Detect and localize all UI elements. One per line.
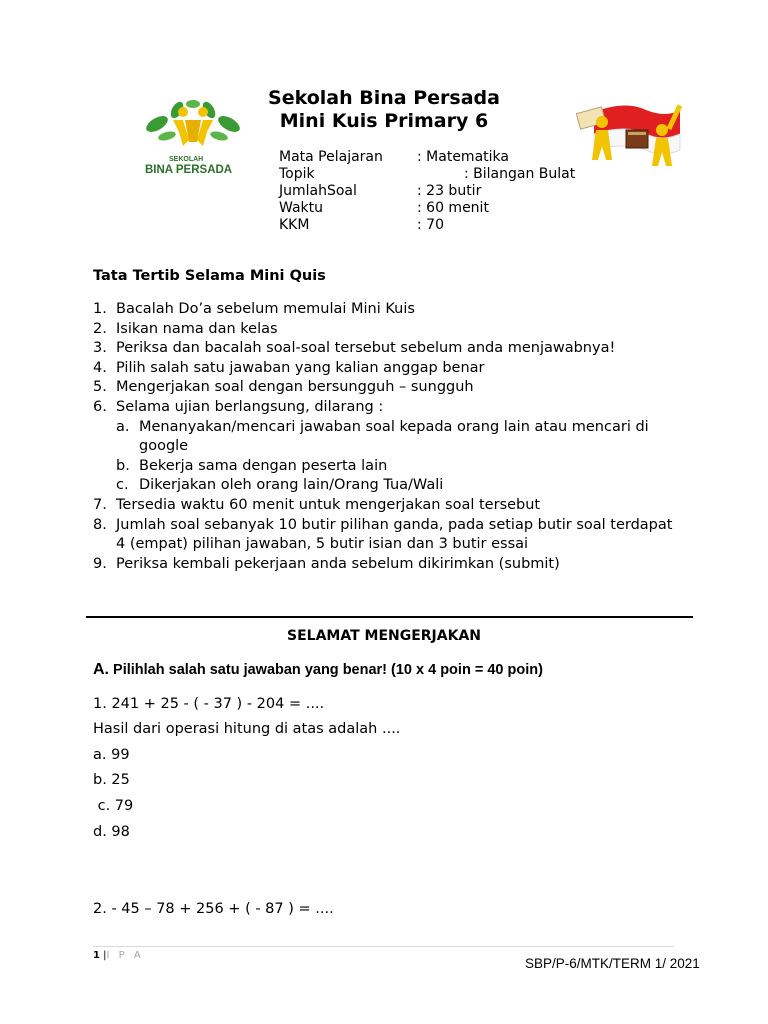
info-label: Topik xyxy=(279,166,315,182)
info-row-time xyxy=(279,200,489,217)
sub-list-item xyxy=(116,418,683,457)
school-name: Sekolah Bina Persada xyxy=(268,87,500,109)
item-text: Isikan nama dan kelas xyxy=(116,320,278,337)
students-flag-clipart xyxy=(576,100,688,170)
list-item xyxy=(93,496,683,516)
item-text: Dikerjakan oleh orang lain/Orang Tua/Wali xyxy=(139,477,444,494)
item-number: 3. xyxy=(93,340,107,357)
item-text: Periksa kembali pekerjaan anda sebelum dikirimkan (submit) xyxy=(116,555,560,572)
clipart-graphic xyxy=(576,100,688,170)
item-number: 9. xyxy=(93,555,107,572)
info-label: Mata Pelajaran xyxy=(279,149,383,165)
footer-subject: I P A xyxy=(106,950,144,961)
item-number: 2. xyxy=(93,320,107,337)
item-text: Pilih salah satu jawaban yang kalian anggap benar xyxy=(116,359,485,376)
item-number: 6. xyxy=(93,398,107,415)
item-number: 4. xyxy=(93,359,107,376)
item-number: b. xyxy=(116,457,130,474)
option-d: d. 98 xyxy=(93,824,130,840)
info-label: KKM xyxy=(279,217,310,233)
question-1: 1. 241 + 25 - ( - 37 ) - 204 = .... xyxy=(93,696,325,712)
option-c: c. 79 xyxy=(93,798,134,814)
document-code: SBP/P-6/MTK/TERM 1/ 2021 xyxy=(525,956,700,971)
info-value: : 60 menit xyxy=(417,200,489,216)
closing-heading: SELAMAT MENGERJAKAN xyxy=(287,628,481,644)
section-a-heading xyxy=(93,661,543,679)
item-number: 7. xyxy=(93,496,107,513)
info-label: JumlahSoal xyxy=(279,183,357,199)
item-number: c. xyxy=(116,477,129,494)
info-row-question-count xyxy=(279,183,481,200)
info-row-kkm xyxy=(279,217,444,234)
info-value: : 23 butir xyxy=(417,183,482,199)
option-a: a. 99 xyxy=(93,747,130,763)
section-instruction: Pilihlah salah satu jawaban yang benar! (10 x 4 poin = 40 poin) xyxy=(113,662,543,678)
info-label: Waktu xyxy=(279,200,323,216)
item-text: Tersedia waktu 60 menit untuk mengerjakan soal tersebut xyxy=(116,496,541,513)
logo-text-top: SEKOLAH xyxy=(169,156,204,163)
item-number: 8. xyxy=(93,516,107,533)
item-text: Jumlah soal sebanyak 10 butir pilihan ganda, pada setiap butir soal terdapat 4 (empat) pilihan jawaban, 5 butir isian dan 3 butir essai xyxy=(116,516,673,553)
sub-list xyxy=(116,418,683,496)
info-row-subject xyxy=(279,149,509,166)
item-number: 5. xyxy=(93,379,107,396)
item-text: Mengerjakan soal dengan bersungguh – sungguh xyxy=(116,379,474,396)
list-item xyxy=(93,300,683,320)
item-number: a. xyxy=(116,418,130,435)
footer-separator: | xyxy=(103,950,107,961)
list-item xyxy=(93,398,683,496)
info-value: : Matematika xyxy=(417,149,509,165)
question-2: 2. - 45 – 78 + 256 + ( - 87 ) = .... xyxy=(93,901,334,917)
item-text: Periksa dan bacalah soal-soal tersebut sebelum anda menjawabnya! xyxy=(116,340,616,357)
list-item xyxy=(93,359,683,379)
page-footer xyxy=(93,950,144,961)
list-item xyxy=(93,320,683,340)
sub-list-item xyxy=(116,457,683,477)
item-text: Bacalah Do’a sebelum memulai Mini Kuis xyxy=(116,301,415,317)
list-item xyxy=(93,555,683,575)
option-b: b. 25 xyxy=(93,772,130,788)
page-number: 1 xyxy=(93,950,100,961)
section-letter: A. xyxy=(93,661,109,678)
item-number: 1. xyxy=(93,301,107,317)
item-text: Selama ujian berlangsung, dilarang : xyxy=(116,398,384,415)
logo-text-bottom: BINA PERSADA xyxy=(145,164,233,176)
item-text: Menanyakan/mencari jawaban soal kepada orang lain atau mencari di google xyxy=(139,418,649,455)
rules-list xyxy=(93,300,683,574)
item-text: Bekerja sama dengan peserta lain xyxy=(139,457,388,474)
sub-list-item xyxy=(116,476,683,496)
rules-title: Tata Tertib Selama Mini Quis xyxy=(93,268,326,284)
footer-divider xyxy=(93,946,674,947)
list-item xyxy=(93,378,683,398)
section-divider xyxy=(86,616,693,618)
info-row-topic xyxy=(279,166,575,183)
question-1-prompt: Hasil dari operasi hitung di atas adalah .... xyxy=(93,721,401,737)
quiz-title: Mini Kuis Primary 6 xyxy=(279,110,489,132)
list-item xyxy=(93,339,683,359)
info-value: : 70 xyxy=(417,217,444,233)
info-value: : Bilangan Bulat xyxy=(464,166,576,182)
school-logo xyxy=(137,98,247,180)
list-item xyxy=(93,516,683,555)
